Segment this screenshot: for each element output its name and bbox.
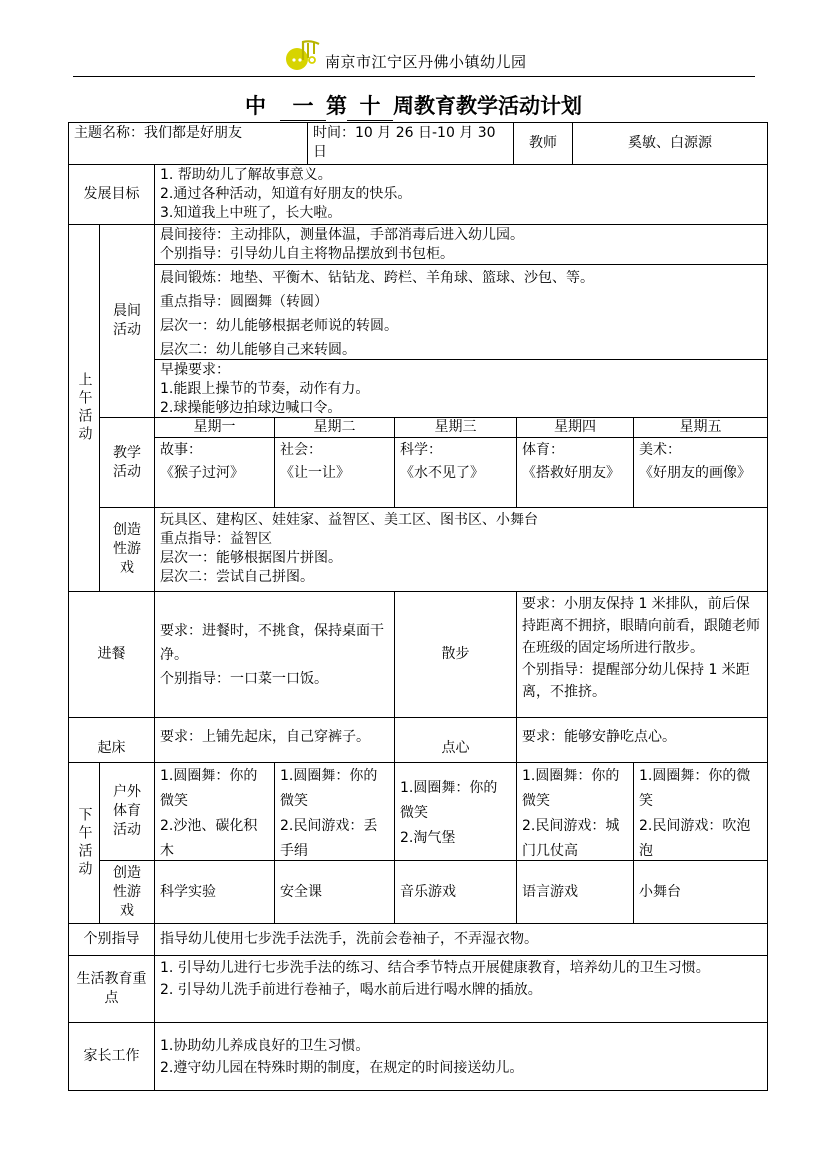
goals-label: 发展目标 xyxy=(68,164,155,225)
teaching-item: 故事： 《猴子过河》 xyxy=(154,437,275,508)
day-header: 星期二 xyxy=(274,417,395,438)
teaching-item: 美术： 《好朋友的画像》 xyxy=(633,437,768,508)
life-label: 生活教育重 点 xyxy=(68,955,155,1023)
reception-cell: 晨间接待：主动排队，测量体温，手部消毒后进入幼儿园。 个别指导：引导幼儿自主将物品摆放到书包柜。 xyxy=(154,224,768,265)
goal-item: 1. 帮助幼儿了解故事意义。 xyxy=(160,167,332,183)
afternoon-label: 下午活动 xyxy=(68,762,100,924)
outdoor-item: 1.圆圈舞：你的微笑 2.民间游戏：城门几仗高 xyxy=(516,762,634,861)
creative-pm-item: 安全课 xyxy=(274,860,395,924)
creative-pm-label: 创造性游戏 xyxy=(99,860,155,924)
creative-pm-item: 语言游戏 xyxy=(516,860,634,924)
walk-label: 散步 xyxy=(394,591,517,718)
grade-value: 一 xyxy=(280,90,326,121)
parents-label: 家长工作 xyxy=(68,1022,155,1091)
day-header: 星期一 xyxy=(154,417,275,438)
school-name: 南京市江宁区丹佛小镇幼儿园 xyxy=(325,53,527,71)
meal-cell: 要求：进餐时，不挑食，保持桌面干净。 个别指导：一口菜一口饭。 xyxy=(154,591,395,718)
drill-cell: 早操要求： 1.能跟上操节的节奏，动作有力。 2.球操能够边拍球边喊口令。 xyxy=(154,359,768,418)
outdoor-item: 1.圆圈舞：你的微笑 2.淘气堡 xyxy=(394,762,517,861)
outdoor-item: 1.圆圈舞：你的微笑 2.沙池、碳化积木 xyxy=(154,762,275,861)
week-value: 十 xyxy=(347,90,393,121)
individual-label: 个别指导 xyxy=(68,923,155,956)
snack-label: 点心 xyxy=(394,717,517,763)
life-cell: 1. 引导幼儿进行七步洗手法的练习、结合季节特点开展健康教育，培养幼儿的卫生习惯。 2. 引导幼儿洗手前进行卷袖子，喝水前后进行喝水牌的插放。 xyxy=(154,955,768,1023)
meal-label: 进餐 xyxy=(68,591,155,718)
teacher-label: 教师 xyxy=(513,122,573,165)
theme-cell: 主题名称：我们都是好朋友 xyxy=(68,122,308,165)
day-header: 星期五 xyxy=(633,417,768,438)
page-header xyxy=(73,38,755,77)
creative-am-label: 创造性游戏 xyxy=(99,507,155,592)
time-cell: 时间：10 月 26 日-10 月 30 日 xyxy=(307,122,514,165)
wake-cell: 要求：上铺先起床，自己穿裤子。 xyxy=(154,717,395,763)
kindergarten-logo xyxy=(283,38,323,72)
morning-sub-label: 晨间活动 xyxy=(99,224,155,418)
exercise-cell: 晨间锻炼：地垫、平衡木、钻钻龙、跨栏、羊角球、篮球、沙包、等。 重点指导：圆圈舞（转圆） 层次一：幼儿能够根据老师说的转圆。 层次二：幼儿能够自己来转圆。 xyxy=(154,264,768,360)
creative-pm-item: 音乐游戏 xyxy=(394,860,517,924)
wake-label: 起床 xyxy=(68,717,155,763)
teaching-item: 社会： 《让一让》 xyxy=(274,437,395,508)
goal-item: 3.知道我上中班了，长大啦。 xyxy=(160,205,342,221)
page-title: 中 一 第 十 周教育教学活动计划 xyxy=(0,90,827,121)
creative-pm-item: 小舞台 xyxy=(633,860,768,924)
teaching-item: 科学： 《水不见了》 xyxy=(394,437,517,508)
teacher-names: 奚敏、白源源 xyxy=(572,122,768,165)
outdoor-item: 1.圆圈舞：你的微笑 2.民间游戏：丢手绢 xyxy=(274,762,395,861)
outdoor-item: 1.圆圈舞：你的微笑 2.民间游戏：吹泡泡 xyxy=(633,762,768,861)
individual-cell: 指导幼儿使用七步洗手法洗手，洗前会卷袖子，不弄湿衣物。 xyxy=(154,923,768,956)
goals-list xyxy=(154,164,768,225)
teaching-item: 体育： 《搭救好朋友》 xyxy=(516,437,634,508)
goal-item: 2.通过各种活动，知道有好朋友的快乐。 xyxy=(160,186,412,202)
day-header: 星期三 xyxy=(394,417,517,438)
walk-cell: 要求：小朋友保持 1 米排队，前后保持距离不拥挤，眼睛向前看，跟随老师在班级的固定场所进行散步。 个别指导：提醒部分幼儿保持 1 米距离，不推挤。 xyxy=(516,591,768,718)
day-header: 星期四 xyxy=(516,417,634,438)
teaching-label: 教学活动 xyxy=(99,417,155,508)
parents-cell: 1.协助幼儿养成良好的卫生习惯。 2.遵守幼儿园在特殊时期的制度，在规定的时间接送幼儿。 xyxy=(154,1022,768,1091)
outdoor-label: 户外体育活动 xyxy=(99,762,155,861)
creative-pm-item: 科学实验 xyxy=(154,860,275,924)
morning-label: 上午活动 xyxy=(68,224,100,592)
snack-cell: 要求：能够安静吃点心。 xyxy=(516,717,768,763)
creative-am-cell: 玩具区、建构区、娃娃家、益智区、美工区、图书区、小舞台 重点指导：益智区 层次一：能够根据图片拼图。 层次二：尝试自己拼图。 xyxy=(154,507,768,592)
